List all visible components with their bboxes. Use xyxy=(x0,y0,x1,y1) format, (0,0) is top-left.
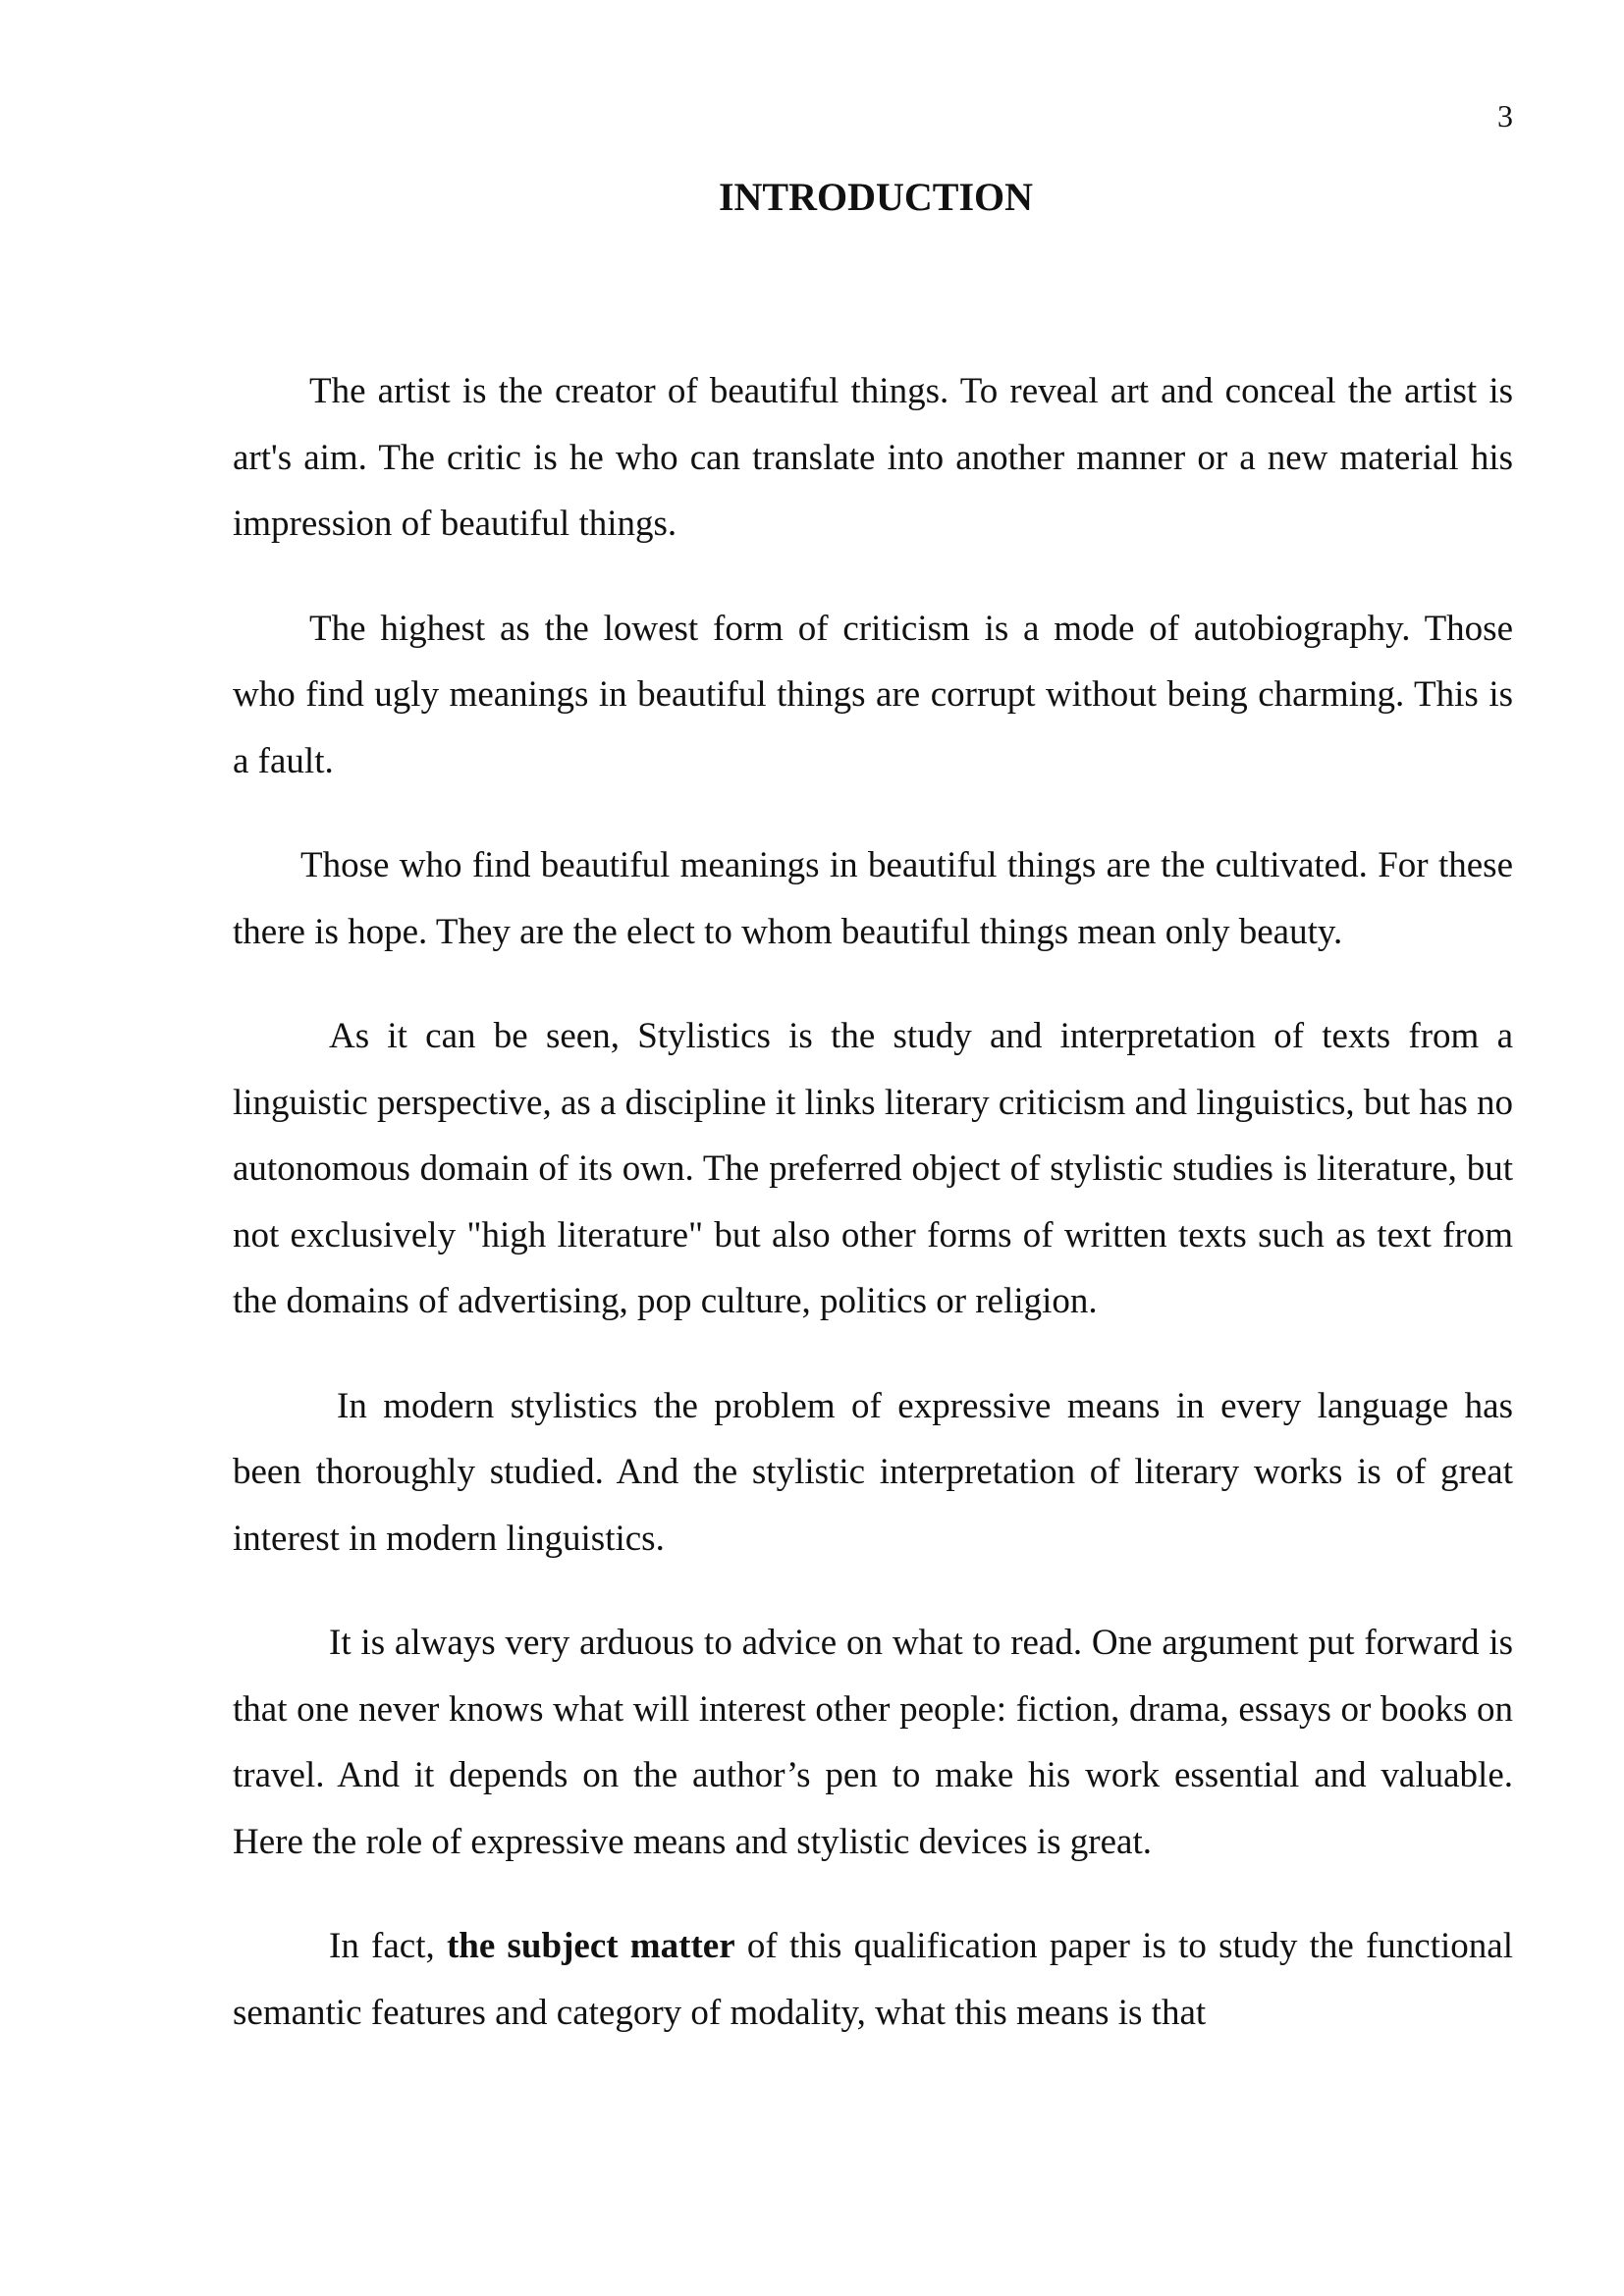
paragraph-2: The highest as the lowest form of criticism is a mode of autobiography. Those who find ugly meanings in beautiful things are corrupt without being charming. This is a fault. xyxy=(233,608,1513,781)
page-number: 3 xyxy=(1497,98,1513,133)
paragraph-6: It is always very arduous to advice on what to read. One argument put forward is that one never knows what will interest other people: fiction, drama, essays or books on travel. And it depends on the author’s pen to make his work essential and valuable. Here the role of expressive means and stylistic devices is great. xyxy=(233,1623,1513,1862)
subject-matter-emphasis: the subject matter xyxy=(446,1926,735,1966)
paragraph-4: As it can be seen, Stylistics is the study and interpretation of texts from a linguistic perspective, as a discipline it links literary criticism and linguistics, but has no autonomous domain of its own. The preferred object of stylistic studies is literature, but not exclusively "high literature" but also other forms of written texts such as text from the domains of advertising, pop culture, politics or religion. xyxy=(233,1016,1513,1321)
paragraph-7-prefix: In fact, xyxy=(329,1926,435,1966)
paragraph-7 xyxy=(233,1913,1513,2046)
paragraph-3: Those who find beautiful meanings in beautiful things are the cultivated. For these there is hope. They are the elect to whom beautiful things mean only beauty. xyxy=(233,845,1513,952)
body-text xyxy=(233,358,1513,2084)
paragraph-1: The artist is the creator of beautiful things. To reveal art and conceal the artist is art's aim. The critic is he who can translate into another manner or a new material his impression of beautiful things. xyxy=(233,371,1513,544)
page-title: INTRODUCTION xyxy=(718,175,1034,219)
paragraph-7-suffix: of this qualification paper is to study the functional semantic features and category of modality, what this means is that xyxy=(233,1926,1513,2033)
paragraph-5: In modern stylistics the problem of expressive means in every language has been thoroughly studied. And the stylistic interpretation of literary works is of great interest in modern linguistics. xyxy=(233,1385,1513,1559)
